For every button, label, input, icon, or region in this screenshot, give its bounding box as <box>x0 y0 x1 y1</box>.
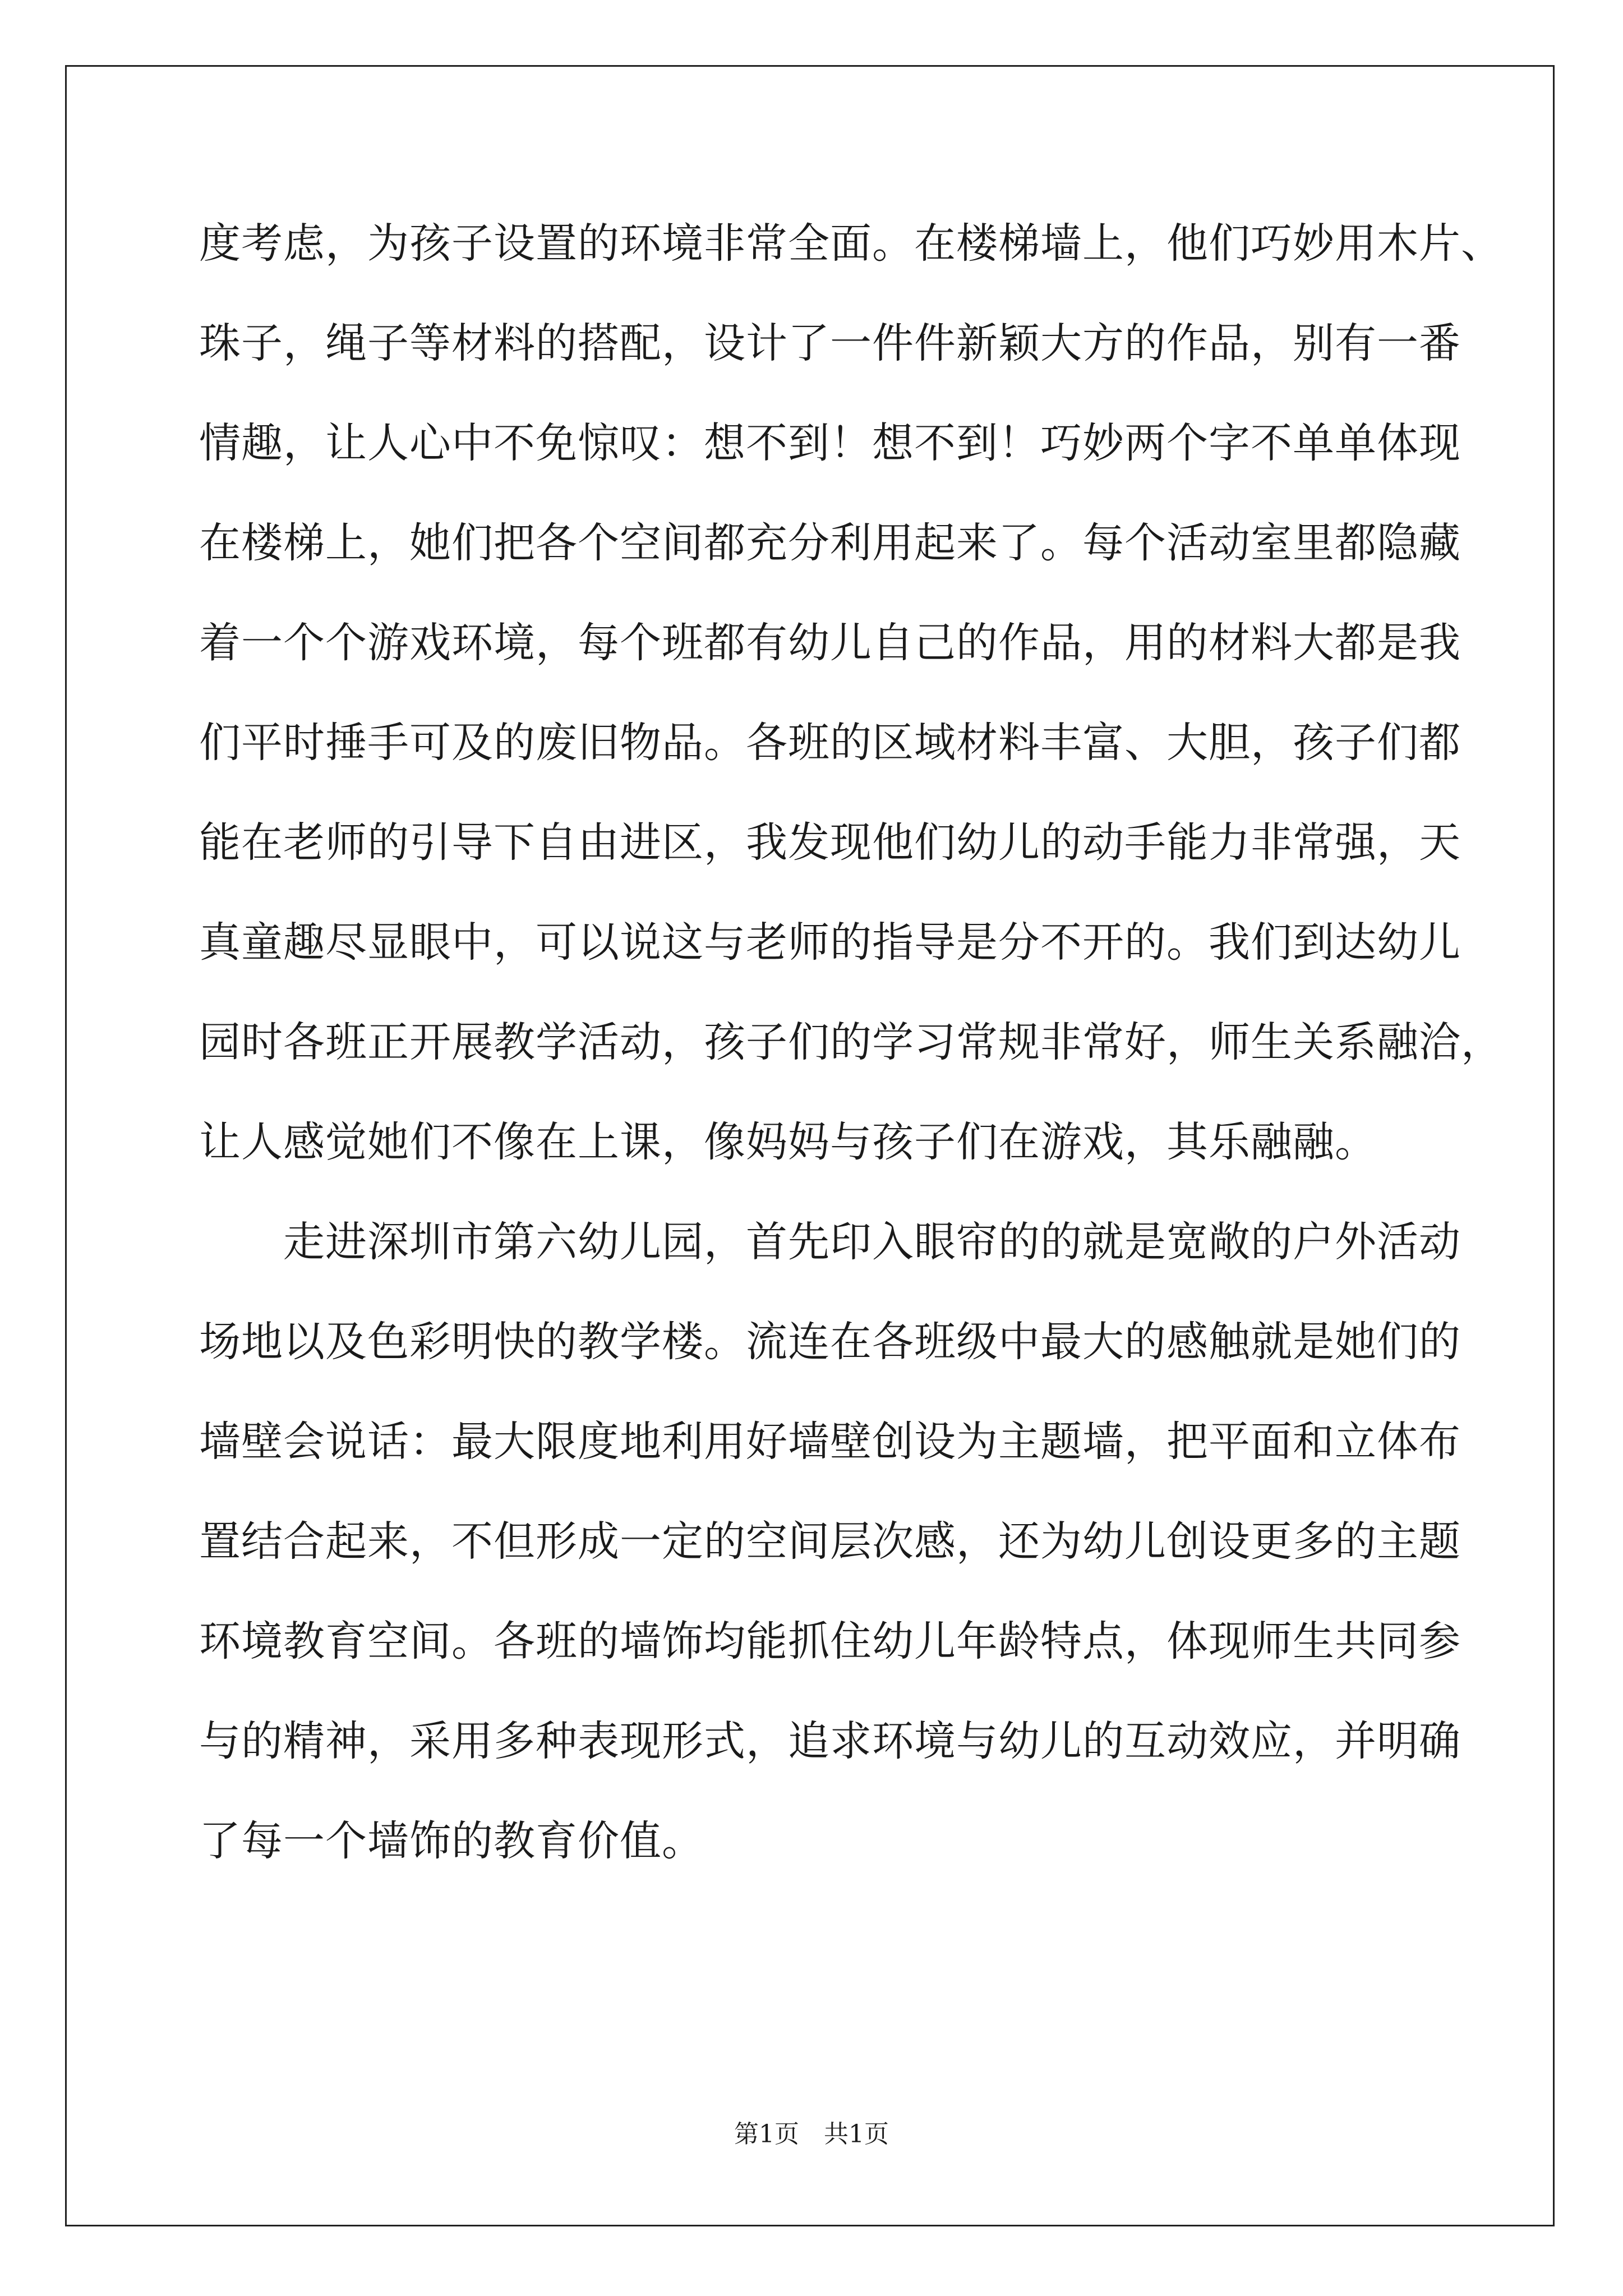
document-body <box>199 194 1503 1891</box>
text-line: 园时各班正开展教学活动，孩子们的学习常规非常好，师生关系融洽， <box>199 1018 1503 1066</box>
page-footer: 第1页 共1页 <box>734 2120 889 2148</box>
text-line: 场地以及色彩明快的教学楼。流连在各班级中最大的感触就是她们的 <box>199 1318 1461 1366</box>
text-line: 了每一个墙饰的教育价值。 <box>199 1817 704 1865</box>
text-line: 度考虑，为孩子设置的环境非常全面。在楼梯墙上，他们巧妙用木片、 <box>199 219 1503 268</box>
text-line: 情趣，让人心中不免惊叹：想不到！想不到！巧妙两个字不单单体现 <box>199 419 1461 467</box>
text-line: 走进深圳市第六幼儿园，首先印入眼帘的的就是宽敞的户外活动 <box>199 1218 1461 1266</box>
text-line: 真童趣尽显眼中，可以说这与老师的指导是分不开的。我们到达幼儿 <box>199 918 1461 967</box>
text-line: 能在老师的引导下自由进区，我发现他们幼儿的动手能力非常强，天 <box>199 818 1461 867</box>
text-line: 环境教育空间。各班的墙饰均能抓住幼儿年龄特点，体现师生共同参 <box>199 1617 1461 1665</box>
text-line: 置结合起来，不但形成一定的空间层次感，还为幼儿创设更多的主题 <box>199 1517 1461 1566</box>
text-line: 墙壁会说话：最大限度地利用好墙壁创设为主题墙，把平面和立体布 <box>199 1418 1461 1466</box>
text-line: 们平时捶手可及的废旧物品。各班的区域材料丰富、大胆，孩子们都 <box>199 719 1461 767</box>
text-line: 让人感觉她们不像在上课，像妈妈与孩子们在游戏，其乐融融。 <box>199 1118 1377 1166</box>
text-line: 着一个个游戏环境，每个班都有幼儿自己的作品，用的材料大都是我 <box>199 619 1461 667</box>
text-line: 与的精神，采用多种表现形式，追求环境与幼儿的互动效应，并明确 <box>199 1717 1461 1765</box>
text-line: 在楼梯上，她们把各个空间都充分利用起来了。每个活动室里都隐藏 <box>199 519 1461 567</box>
text-line: 珠子，绳子等材料的搭配，设计了一件件新颖大方的作品，别有一番 <box>199 319 1461 367</box>
